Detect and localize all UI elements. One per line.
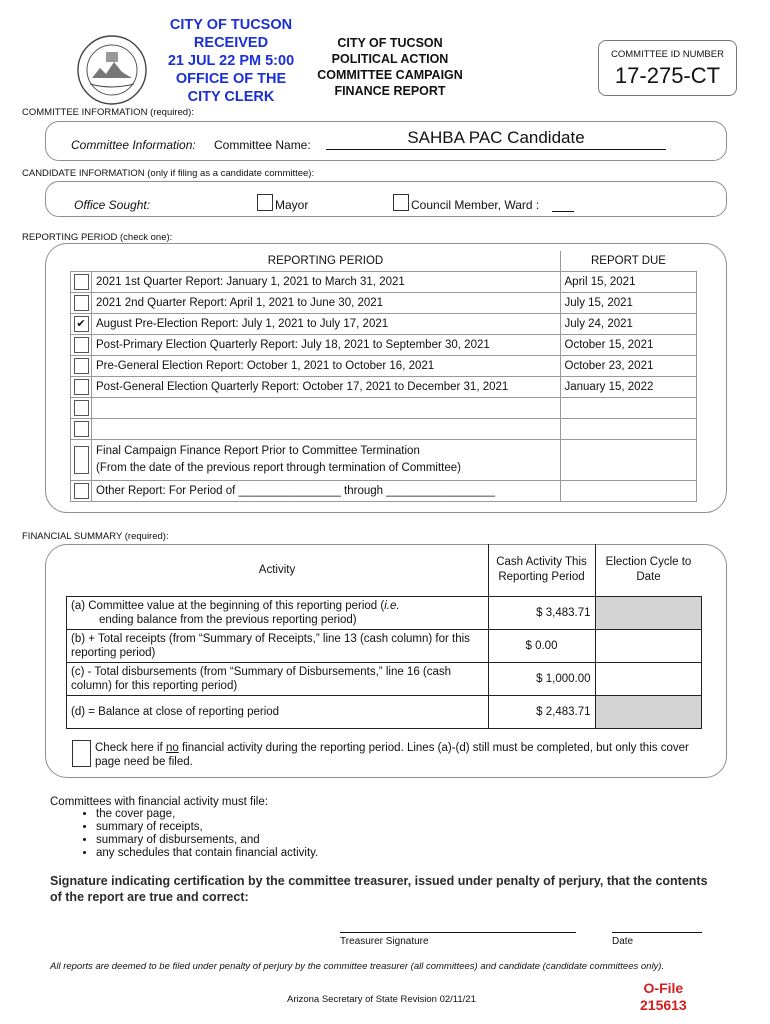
table-row	[71, 419, 697, 440]
activity-text: (c) - Total disbursements (from “Summary of Disbursements,” line 16 (cash column) for this reporting period)	[67, 663, 489, 696]
due-text: October 15, 2021	[560, 335, 697, 356]
treasurer-signature-line[interactable]	[340, 932, 576, 933]
other-report-text[interactable]: Other Report: For Period of ________________ through _________________	[92, 481, 561, 502]
title-line: FINANCE REPORT	[334, 84, 446, 98]
col-election-cycle: Election Cycle to Date	[605, 556, 692, 583]
table-row	[71, 335, 697, 356]
list-item: • any schedules that contain financial activity.	[96, 847, 318, 860]
period-text: Post-Primary Election Quarterly Report: July 18, 2021 to September 30, 2021	[92, 335, 561, 356]
office-sought-label: Office Sought:	[74, 198, 151, 212]
committee-id-label: COMMITTEE ID NUMBER	[611, 49, 724, 60]
period-checkbox[interactable]	[74, 421, 89, 437]
filing-requirements-list	[50, 808, 318, 860]
treasurer-signature-label: Treasurer Signature	[340, 936, 429, 947]
no-activity-text: Check here if no financial activity during the reporting period. Lines (a)-(d) still must be completed, but only this cover page need be filed.	[95, 742, 689, 768]
date-line[interactable]	[612, 932, 702, 933]
due-text	[560, 419, 697, 440]
table-row	[71, 440, 697, 481]
filing-requirements-intro: Committees with financial activity must file:	[50, 796, 268, 808]
due-text: July 15, 2021	[560, 293, 697, 314]
form-title	[300, 35, 480, 99]
table-row	[71, 481, 697, 502]
stamp-line: CITY OF TUCSON	[169, 17, 293, 33]
mayor-checkbox[interactable]	[257, 194, 273, 211]
col-cash-activity: Cash Activity This Reporting Period	[488, 544, 595, 597]
reporting-period-table	[70, 251, 697, 502]
title-line: POLITICAL ACTION	[331, 52, 449, 66]
list-item: • summary of receipts,	[96, 821, 318, 834]
final-report-line1: Final Campaign Finance Report Prior to Committee Termination	[96, 445, 420, 457]
cycle-amount	[595, 696, 702, 729]
table-row	[67, 630, 702, 663]
committee-info-label: Committee Information:	[71, 138, 196, 152]
period-text: August Pre-Election Report: July 1, 2021 to July 17, 2021	[92, 314, 561, 335]
col-report-due: REPORT DUE	[560, 251, 697, 272]
cash-amount[interactable]: $ 1,000.00	[488, 663, 595, 696]
committee-name-label: Committee Name:	[214, 138, 311, 152]
received-stamp	[160, 16, 302, 106]
stamp-line: OFFICE OF THE	[175, 71, 287, 87]
activity-text: (d) = Balance at close of reporting period	[67, 696, 489, 729]
table-row	[71, 314, 697, 335]
ofile-number	[640, 980, 687, 1014]
footer-note: All reports are deemed to be filed under penalty of perjury by the committee treasurer (all committees) and candidate (candidate committees only).	[50, 961, 665, 972]
committee-name-field[interactable]: SAHBA PAC Candidate	[326, 128, 666, 150]
ofile-label: O-File	[643, 980, 684, 996]
final-report-checkbox[interactable]	[74, 446, 89, 474]
table-row	[71, 398, 697, 419]
committee-id-box	[598, 40, 737, 96]
cycle-amount[interactable]	[595, 630, 702, 663]
council-member-label: Council Member, Ward :	[411, 198, 540, 212]
committee-info-section-label: COMMITTEE INFORMATION (required):	[22, 107, 194, 118]
financial-summary-section-label: FINANCIAL SUMMARY (required):	[22, 531, 169, 542]
cash-amount[interactable]: $ 2,483.71	[488, 696, 595, 729]
stamp-line: CITY CLERK	[187, 89, 275, 105]
ward-field[interactable]	[552, 211, 574, 212]
period-text: Post-General Election Quarterly Report: October 17, 2021 to December 31, 2021	[92, 377, 561, 398]
activity-text-b: ending balance from the previous reporting period)	[99, 614, 357, 626]
table-row	[71, 377, 697, 398]
title-line: COMMITTEE CAMPAIGN	[317, 68, 463, 82]
cycle-amount	[595, 597, 702, 630]
activity-text-a: (a) Committee value at the beginning of this reporting period (	[71, 600, 385, 612]
table-row	[71, 293, 697, 314]
period-checkbox[interactable]	[74, 400, 89, 416]
table-row	[71, 356, 697, 377]
period-text: 2021 1st Quarter Report: January 1, 2021 to March 31, 2021	[92, 272, 561, 293]
period-text	[92, 398, 561, 419]
activity-text: (b) + Total receipts (from “Summary of Receipts,” line 13 (cash column) for this reporting period)	[67, 630, 489, 663]
no-activity-checkbox[interactable]	[72, 740, 91, 767]
mayor-label: Mayor	[275, 198, 309, 212]
period-checkbox[interactable]	[74, 358, 89, 374]
due-text: January 15, 2022	[560, 377, 697, 398]
period-checkbox-checked[interactable]: ✔	[74, 316, 89, 332]
period-checkbox[interactable]	[74, 337, 89, 353]
due-text: July 24, 2021	[560, 314, 697, 335]
committee-id-value: 17-275-CT	[614, 63, 721, 88]
stamp-line: RECEIVED	[193, 35, 269, 51]
financial-summary-table	[66, 544, 702, 729]
due-text: October 23, 2021	[560, 356, 697, 377]
period-checkbox[interactable]	[74, 295, 89, 311]
cash-amount[interactable]: $ 3,483.71	[488, 597, 595, 630]
city-seal-logo	[76, 34, 148, 106]
period-text: Pre-General Election Report: October 1, 2021 to October 16, 2021	[92, 356, 561, 377]
other-report-checkbox[interactable]	[74, 483, 89, 499]
table-row	[71, 272, 697, 293]
period-checkbox[interactable]	[74, 274, 89, 290]
date-label: Date	[612, 936, 634, 947]
table-row	[67, 663, 702, 696]
revision-text: Arizona Secretary of State Revision 02/11/21	[287, 994, 476, 1005]
title-line: CITY OF TUCSON	[337, 36, 443, 50]
due-text	[560, 398, 697, 419]
cash-amount[interactable]: $ 0.00	[488, 630, 595, 663]
table-row	[67, 597, 702, 630]
due-text: April 15, 2021	[560, 272, 697, 293]
table-row	[67, 696, 702, 729]
period-text: 2021 2nd Quarter Report: April 1, 2021 to June 30, 2021	[92, 293, 561, 314]
candidate-info-section-label: CANDIDATE INFORMATION (only if filing as a candidate committee):	[22, 168, 315, 179]
activity-text	[67, 597, 489, 630]
reporting-period-section-label: REPORTING PERIOD (check one):	[22, 232, 173, 243]
stamp-line: 21 JUL 22 PM 5:00	[167, 53, 295, 69]
final-report-line2: (From the date of the previous report through termination of Committee)	[96, 462, 461, 474]
period-text	[92, 419, 561, 440]
ofile-value: 215613	[640, 997, 687, 1013]
list-item: • the cover page,	[96, 808, 318, 821]
council-member-checkbox[interactable]	[393, 194, 409, 211]
certification-statement: Signature indicating certification by the committee treasurer, issued under penalty of perjury, that the contents of the report are true and correct:	[50, 874, 708, 904]
activity-text-italic: i.e.	[384, 600, 400, 612]
period-checkbox[interactable]	[74, 379, 89, 395]
col-reporting-period: REPORTING PERIOD	[92, 251, 561, 272]
cycle-amount[interactable]	[595, 663, 702, 696]
col-activity: Activity	[258, 564, 296, 576]
list-item: • summary of disbursements, and	[96, 834, 318, 847]
